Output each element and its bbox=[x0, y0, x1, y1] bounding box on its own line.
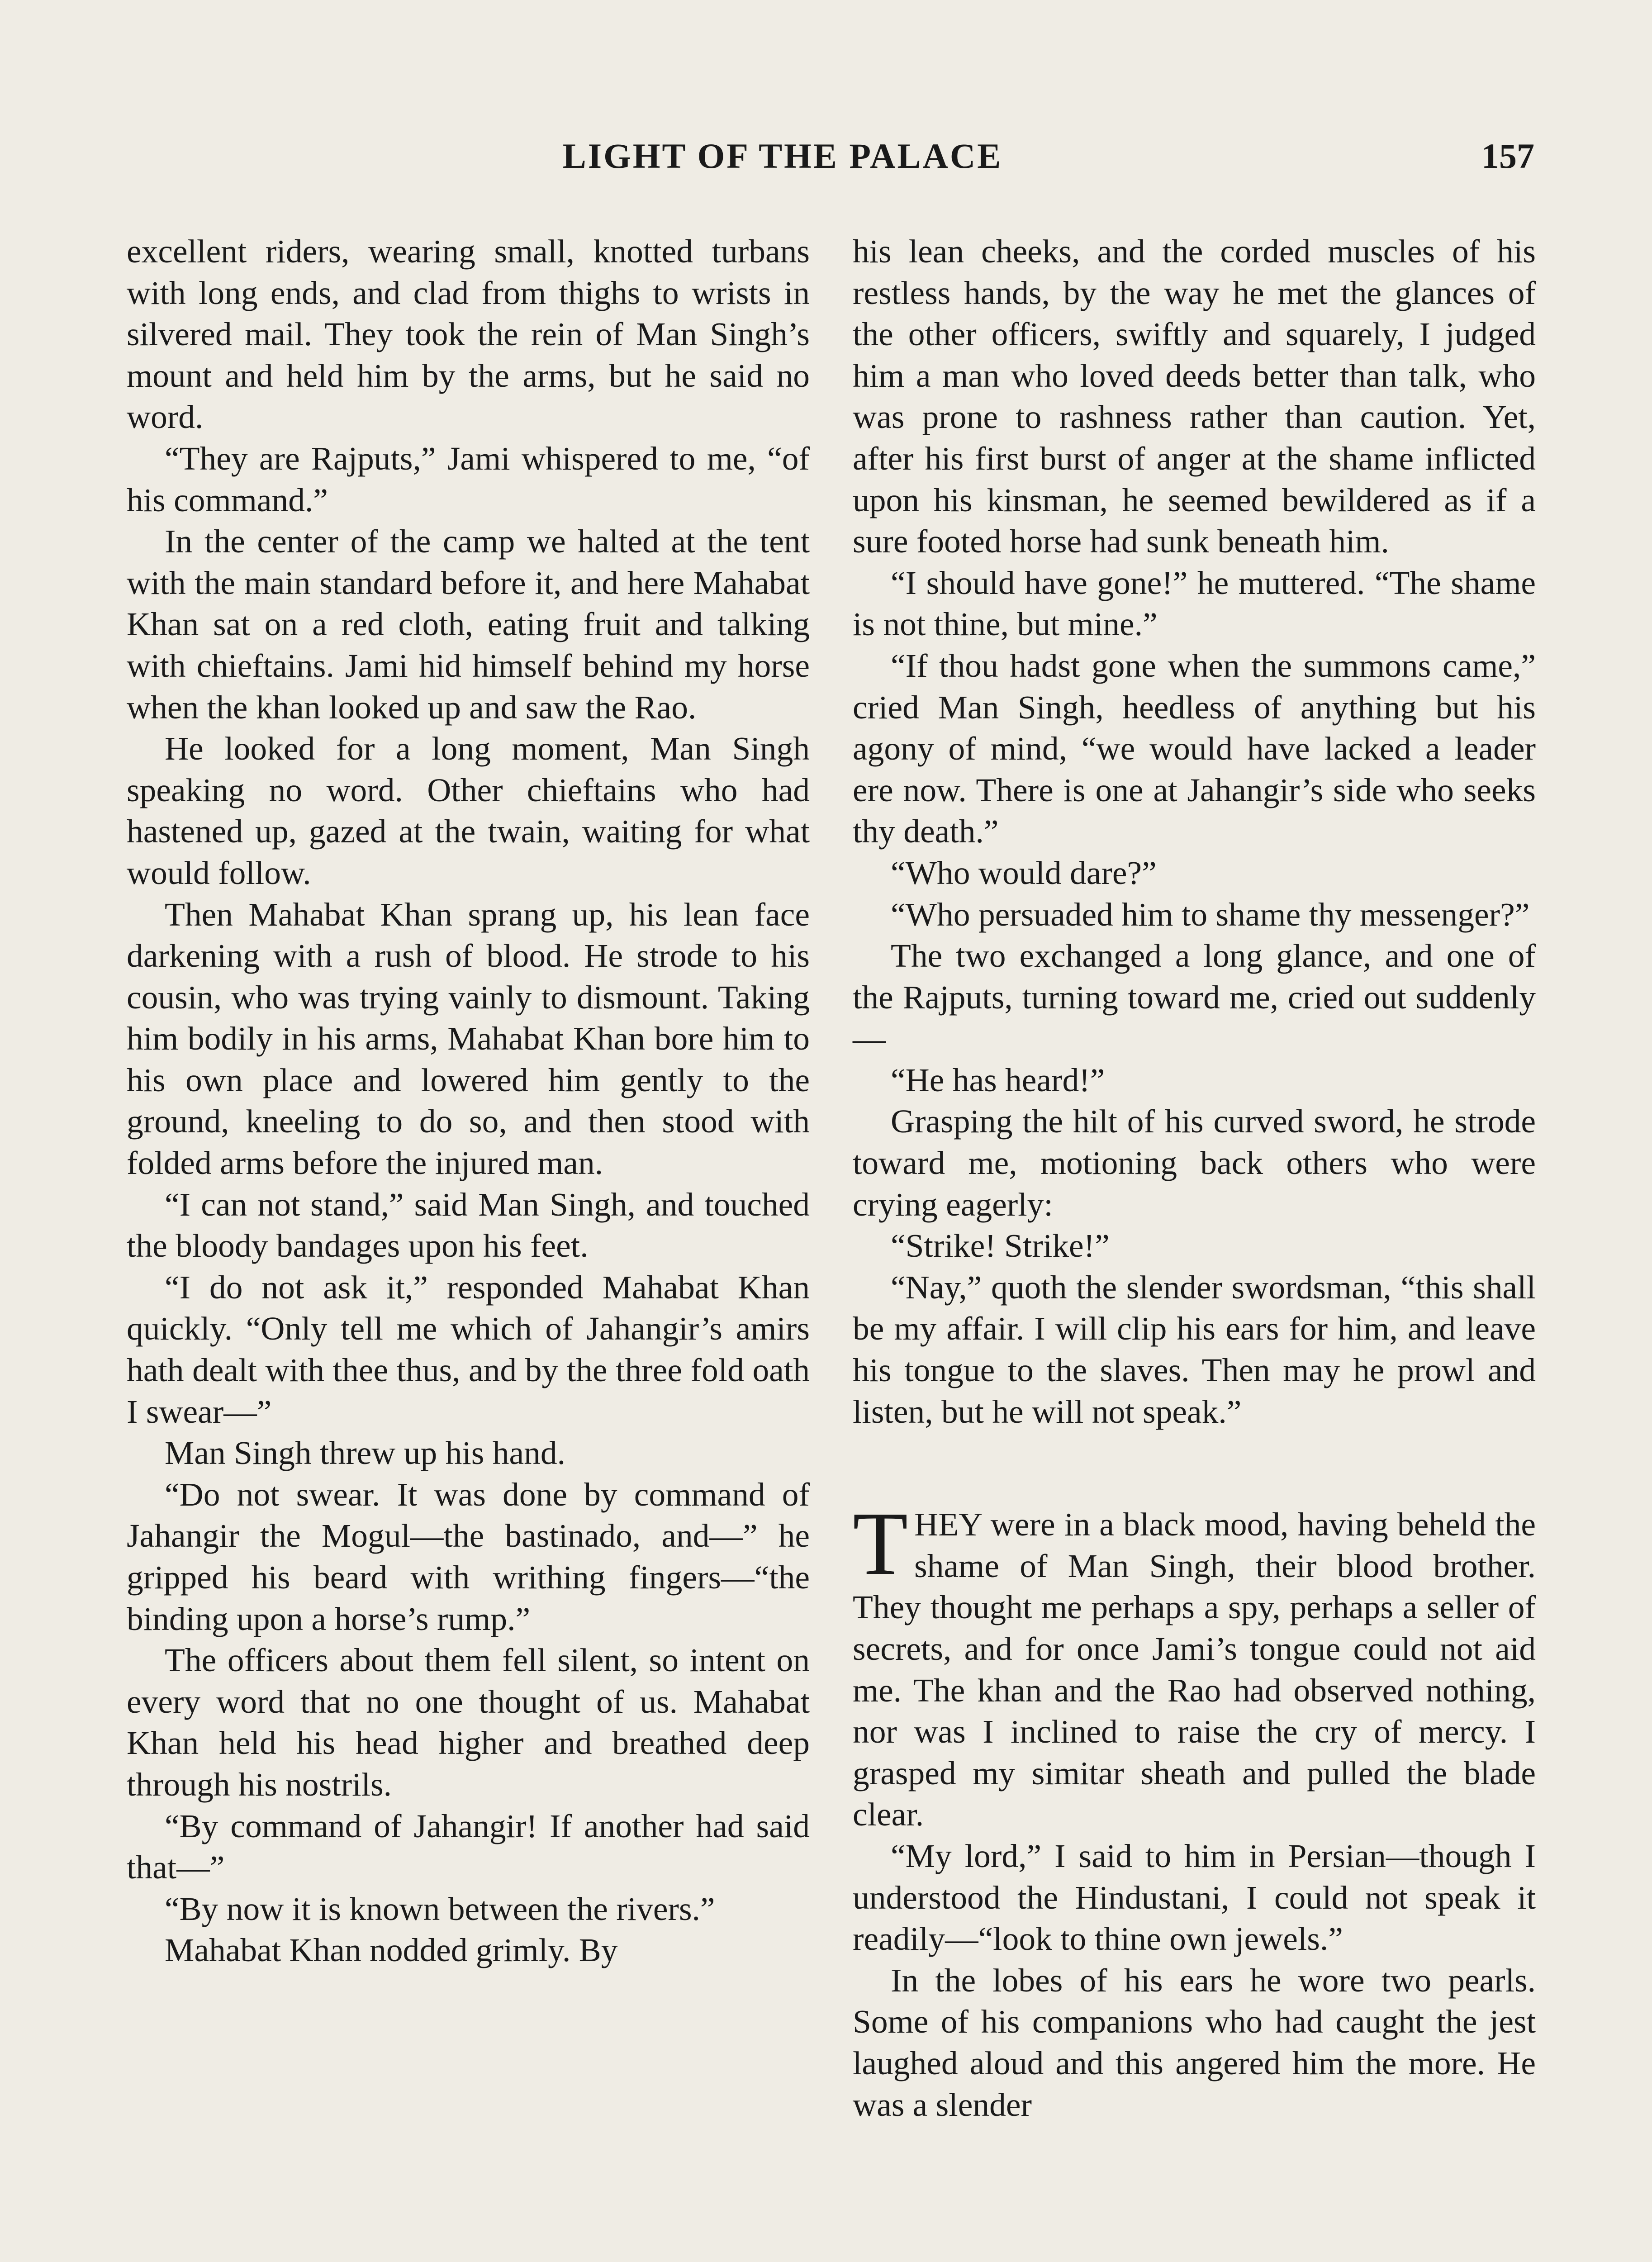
paragraph: “If thou hadst gone when the summons came,” cried Man Singh, heedless of anything but his agony of mind, “we would have lacked a leader ere now. There is one at Jahangir’s side who seeks thy death.” bbox=[853, 647, 1536, 850]
paragraph: “Do not swear. It was done by command of Jahangir the Mogul—the bastinado, and—” he gripped his beard with writhing fingers—“the binding upon a horse’s rump.” bbox=[127, 1476, 810, 1637]
paragraph: excellent riders, wearing small, knotted turbans with long ends, and clad from thighs to wrists in silvered mail. They took the rein of Man Singh’s mount and held him by the arms, but he said no word. bbox=[127, 233, 810, 436]
paragraph: Grasping the hilt of his curved sword, he strode toward me, motioning back others who were crying eagerly: bbox=[853, 1103, 1536, 1223]
paragraph: “He has heard!” bbox=[891, 1061, 1105, 1098]
paragraph: his lean cheeks, and the corded muscles of his restless hands, by the way he met the glances of the other officers, swiftly and squarely, I judged him a man who loved deeds better than talk, who was prone to rashness rather than caution. Yet, after his first burst of anger at the shame inflicted upon his kinsman, he seemed bewildered as if a sure footed horse had sunk beneath him. bbox=[853, 233, 1536, 560]
paragraph: The officers about them fell silent, so intent on every word that no one thought of us. Mahabat Khan held his head higher and breathed deep through his nostrils. bbox=[127, 1642, 810, 1803]
paragraph: He looked for a long moment, Man Singh speaking no word. Other chieftains who had hastened up, gazed at the twain, waiting for what would follow. bbox=[127, 730, 810, 891]
paragraph: The two exchanged a long glance, and one of the Rajputs, turning toward me, cried out suddenly— bbox=[853, 937, 1536, 1057]
paragraph: “My lord,” I said to him in Persian—though I understood the Hindustani, I could not speak it readily—“look to thine own jewels.” bbox=[853, 1837, 1536, 1958]
paragraph: “By now it is known between the rivers.” bbox=[165, 1890, 715, 1927]
paragraph: Mahabat Khan nodded grimly. By bbox=[165, 1932, 618, 1969]
paragraph: “Who would dare?” bbox=[891, 854, 1157, 891]
paragraph: “I should have gone!” he muttered. “The shame is not thine, but mine.” bbox=[853, 564, 1536, 643]
paragraph: In the lobes of his ears he wore two pearls. Some of his companions who had caught the jest laughed aloud and this angered him the more. He was a slender bbox=[853, 1962, 1536, 2123]
paragraph: In the center of the camp we halted at the tent with the main standard before it, and here Mahabat Khan sat on a red cloth, eating fruit and talking with chieftains. Jami hid himself behind my horse when the khan looked up and saw the Rao. bbox=[127, 523, 810, 726]
paragraph: “They are Rajputs,” Jami whispered to me, “of his command.” bbox=[127, 440, 810, 518]
page-number: 157 bbox=[1481, 136, 1534, 176]
paragraph: “I can not stand,” said Man Singh, and touched the bloody bandages upon his feet. bbox=[127, 1186, 810, 1264]
paragraph: “I do not ask it,” responded Mahabat Khan quickly. “Only tell me which of Jahangir’s amirs hath dealt with thee thus, and by the three fold oath I swear—” bbox=[127, 1269, 810, 1430]
paragraph: “Nay,” quoth the slender swordsman, “this shall be my affair. I will clip his ears for him, and leave his tongue to the slaves. Then may he prowl and listen, but he will not speak.” bbox=[853, 1269, 1536, 1430]
paragraph: Man Singh threw up his hand. bbox=[165, 1435, 566, 1472]
paragraph: “By command of Jahangir! If another had said that—” bbox=[127, 1807, 810, 1886]
paragraph: “Strike! Strike!” bbox=[891, 1227, 1110, 1264]
paragraph: “Who persuaded him to shame thy messenger?” bbox=[891, 896, 1530, 933]
right-column bbox=[853, 231, 1536, 2125]
section-start-text: HEY were in a black mood, having beheld the shame of Man Singh, their blood brother. They thought me perhaps a spy, perhaps a seller of secrets, and for once Jami’s tongue could not aid me. The khan and the Rao had observed nothing, nor was I inclined to raise the cry of mercy. I grasped my simitar sheath and pulled the blade clear. bbox=[853, 1506, 1536, 1833]
paragraph: Then Mahabat Khan sprang up, his lean face darkening with a rush of blood. He strode to his cousin, who was trying vainly to dismount. Taking him bodily in his arms, Mahabat Khan bore him to his own place and lowered him gently to the ground, kneeling to do so, and then stood with folded arms before the injured man. bbox=[127, 896, 810, 1182]
left-column bbox=[127, 231, 810, 1971]
section-start-paragraph bbox=[853, 1494, 1536, 1835]
drop-cap: T bbox=[853, 1494, 908, 1594]
running-head: LIGHT OF THE PALACE bbox=[562, 136, 1003, 176]
